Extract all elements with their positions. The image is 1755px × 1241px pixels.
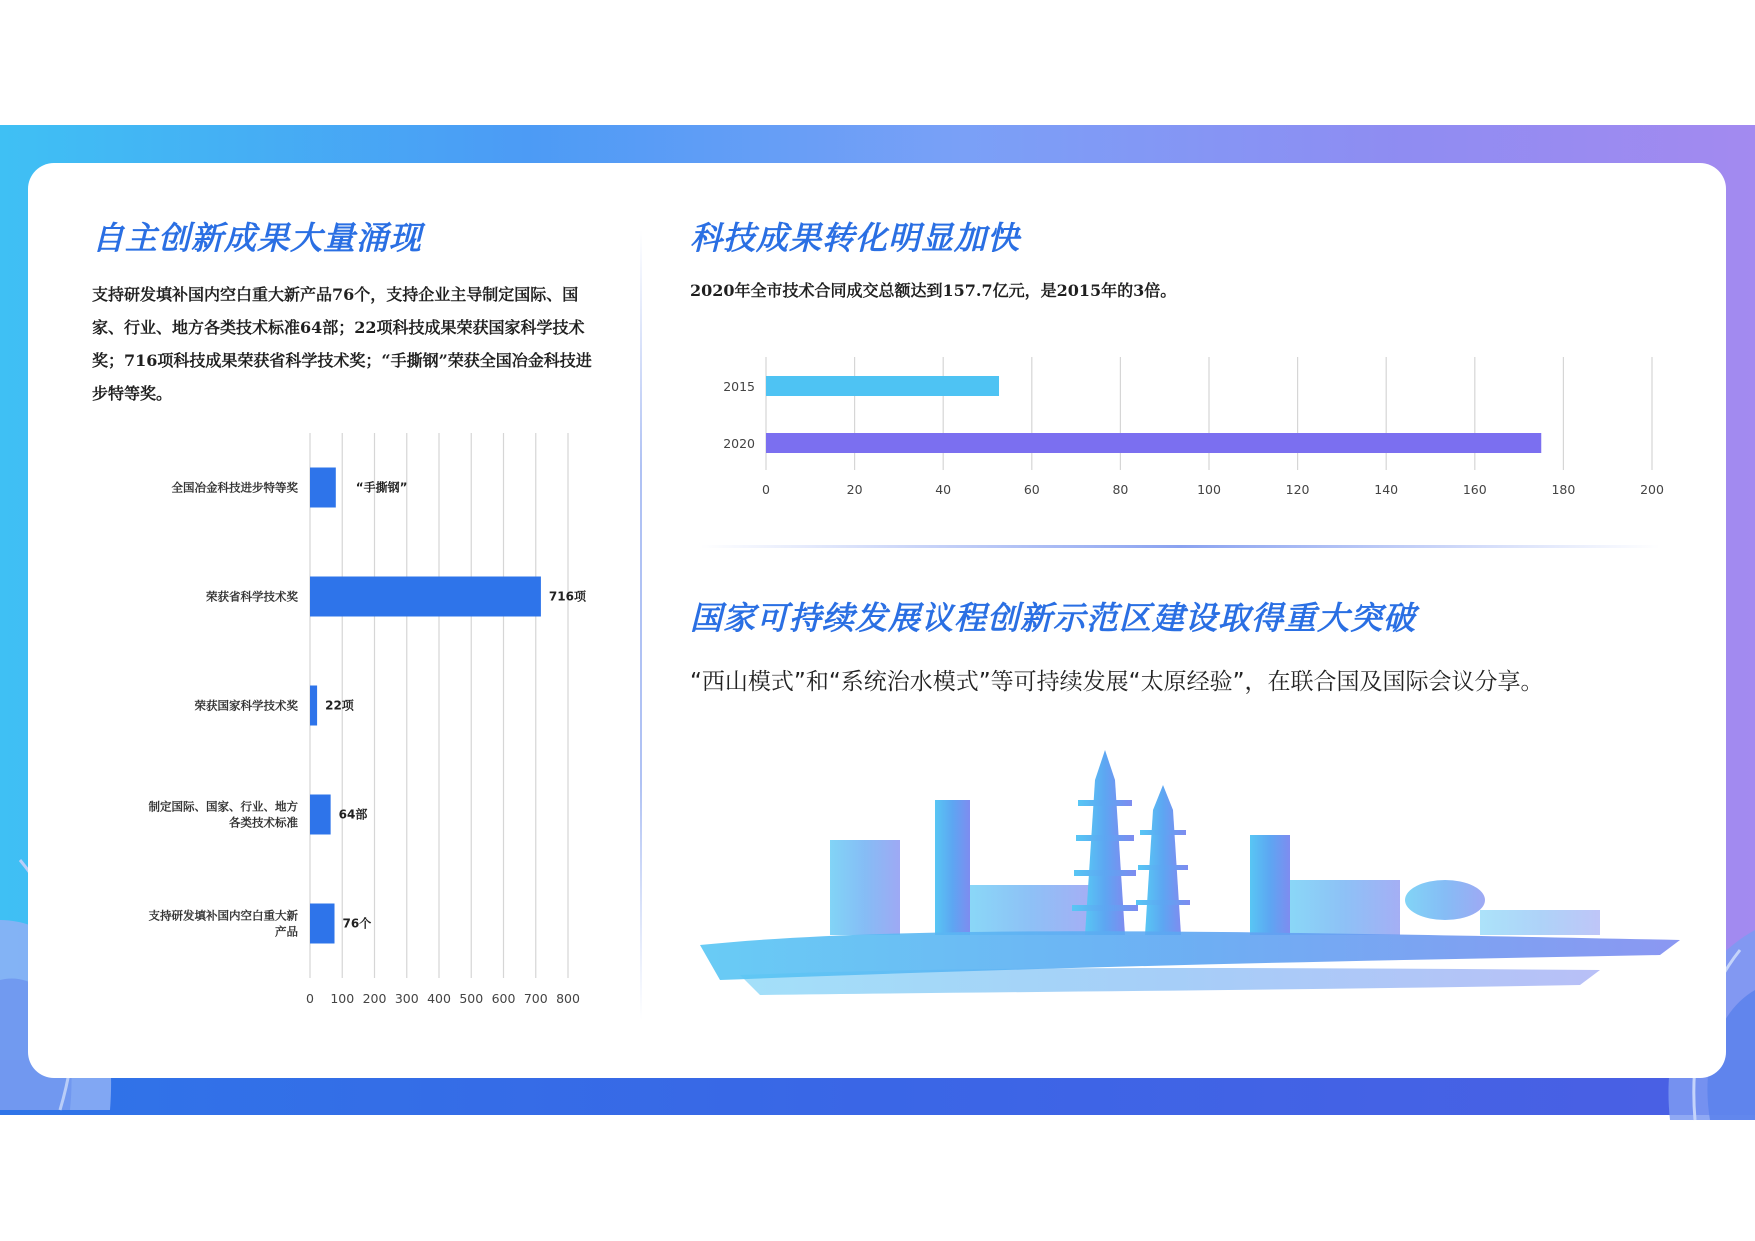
x-tick-label: 600 <box>491 991 516 1006</box>
bar <box>766 376 999 396</box>
x-tick-label: 300 <box>394 991 419 1006</box>
category-label: 制定国际、国家、行业、地方各类技术标准 <box>148 799 298 830</box>
x-tick-label: 100 <box>1197 482 1221 497</box>
x-tick-label: 160 <box>1462 482 1487 497</box>
right-heading: 科技成果转化明显加快 <box>690 219 1021 257</box>
data-label: “手撕钢” <box>355 480 408 495</box>
x-tick-label: 100 <box>330 991 355 1006</box>
x-tick-label: 800 <box>556 991 580 1006</box>
bar <box>766 433 1541 453</box>
category-label: 荣获国家科学技术奖 <box>194 698 298 713</box>
x-tick-label: 500 <box>459 991 484 1006</box>
right-paragraph: 2020年全市技术合同成交总额达到157.7亿元，是2015年的3倍。 <box>690 281 1177 300</box>
category-label: 2020 <box>723 436 755 451</box>
data-label: 64部 <box>338 807 368 822</box>
x-tick-label: 700 <box>523 991 548 1006</box>
category-label: 支持研发填补国内空白重大新产品 <box>148 908 298 939</box>
right-heading-2: 国家可持续发展议程创新示范区建设取得重大突破 <box>690 599 1417 637</box>
category-label: 荣获省科学技术奖 <box>206 589 298 604</box>
city-skyline-illustration <box>700 740 1680 1000</box>
category-label: 全国冶金科技进步特等奖 <box>171 480 298 495</box>
data-label: 76个 <box>342 916 372 931</box>
x-tick-label: 20 <box>846 482 863 497</box>
x-tick-label: 400 <box>427 991 451 1006</box>
x-tick-label: 180 <box>1551 482 1576 497</box>
x-tick-label: 80 <box>1112 482 1129 497</box>
category-label: 2015 <box>723 379 755 394</box>
x-tick-label: 0 <box>762 482 770 497</box>
right-paragraph-2: “西山模式”和“系统治水模式”等可持续发展“太原经验”，在联合国及国际会议分享。 <box>690 669 1544 695</box>
left-paragraph: 支持研发填补国内空白重大新产品76个，支持企业主导制定国际、国家、行业、地方各类技术标准64部；22项科技成果荣获国家科学技术奖；716项科技成果荣获省科学技术奖；“手撕钢”荣获全国冶金科技进步特等奖。 <box>92 285 592 403</box>
x-tick-label: 60 <box>1023 482 1040 497</box>
x-tick-label: 120 <box>1285 482 1310 497</box>
data-label: 716项 <box>548 589 586 604</box>
x-tick-label: 0 <box>306 991 314 1006</box>
x-tick-label: 40 <box>935 482 952 497</box>
x-tick-label: 200 <box>1640 482 1664 497</box>
x-tick-label: 140 <box>1374 482 1399 497</box>
x-tick-label: 200 <box>362 991 387 1006</box>
data-label: 22项 <box>325 698 354 713</box>
left-heading: 自主创新成果大量涌现 <box>92 219 423 257</box>
